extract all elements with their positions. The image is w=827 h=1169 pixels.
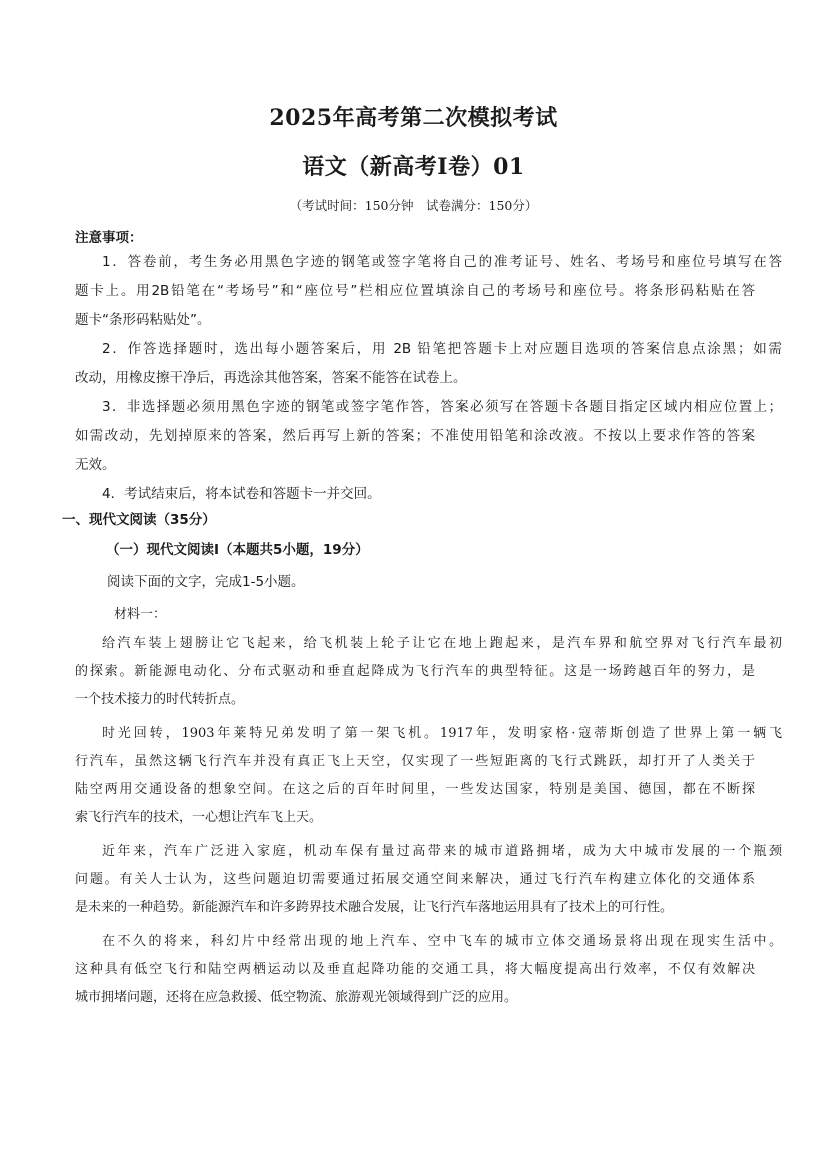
paragraph-line: 是未来的一种趋势。新能源汽车和许多跨界技术融合发展，让飞行汽车落地运用具有了技术上的可行性。 <box>75 900 674 915</box>
exam-subtitle: 语文（新高考Ⅰ卷）01 <box>302 154 525 180</box>
material-paragraph <box>75 630 782 714</box>
notice-item-3 <box>75 393 782 480</box>
paragraph-line: 城市拥堵问题，还将在应急救援、低空物流、旅游观光领域得到广泛的应用。 <box>75 990 518 1005</box>
paragraph-line: 近年来，汽车广泛进入家庭，机动车保有量过高带来的城市道路拥堵，成为大中城市发展的一个瓶颈 <box>102 844 782 859</box>
paragraph-line: 给汽车装上翅膀让它飞起来，给飞机装上轮子让它在地上跑起来，是汽车界和航空界对飞行汽车最初 <box>102 636 782 651</box>
notice-list <box>75 248 782 509</box>
material-text <box>75 630 782 1018</box>
notice-line: 改动，用橡皮擦干净后，再选涂其他答案，答案不能答在试卷上。 <box>75 370 467 386</box>
notice-heading: 注意事项： <box>75 230 143 246</box>
section-heading: 一、现代文阅读（35分） <box>62 512 216 528</box>
paragraph-line: 陆空两用交通设备的想象空间。在这之后的百年时间里，一些发达国家，特别是美国、德国，都在不断探 <box>75 782 755 797</box>
notice-line: 如需改动，先划掉原来的答案，然后再写上新的答案；不准使用铅笔和涂改液。不按以上要求作答的答案 <box>75 428 755 444</box>
paragraph-line: 在不久的将来，科幻片中经常出现的地上汽车、空中飞车的城市立体交通场景将出现在现实生活中。 <box>102 934 782 949</box>
material-paragraph <box>75 838 782 922</box>
notice-item-1 <box>75 248 782 335</box>
notice-line: 1．答卷前，考生务必用黑色字迹的钢笔或签字笔将自己的准考证号、姓名、考场号和座位号填写在答 <box>102 254 782 270</box>
notice-item-4 <box>75 480 755 509</box>
exam-title: 2025年高考第二次模拟考试 <box>269 105 558 131</box>
notice-line: 题卡上。用2B铅笔在“考场号”和“座位号”栏相应位置填涂自己的考场号和座位号。将条形码粘贴在答 <box>75 283 755 299</box>
exam-info: （考试时间：150分钟 试卷满分：150分） <box>289 198 538 213</box>
notice-line: 题卡“条形码粘贴处”。 <box>75 312 211 328</box>
paragraph-line: 时光回转，1903年莱特兄弟发明了第一架飞机。1917年，发明家格·寇蒂斯创造了世界上第一辆飞 <box>102 726 782 741</box>
material-label: 材料一： <box>114 607 167 622</box>
notice-line: 2．作答选择题时，选出每小题答案后，用 2B 铅笔把答题卡上对应题目选项的答案信息点涂黑；如需 <box>102 341 782 357</box>
paragraph-line: 这种具有低空飞行和陆空两栖运动以及垂直起降功能的交通工具，将大幅度提高出行效率，不仅有效解决 <box>75 962 755 977</box>
notice-line: 3．非选择题必须用黑色字迹的钢笔或签字笔作答，答案必须写在答题卡各题目指定区域内相应位置上； <box>102 399 782 415</box>
notice-line: 4．考试结束后，将本试卷和答题卡一并交回。 <box>102 486 381 502</box>
reading-instruction: 阅读下面的文字，完成1-5小题。 <box>107 574 305 590</box>
paragraph-line: 问题。有关人士认为，这些问题迫切需要通过拓展交通空间来解决，通过飞行汽车构建立体化的交通体系 <box>75 872 755 887</box>
notice-line: 无效。 <box>75 457 116 473</box>
paragraph-line: 的探索。新能源电动化、分布式驱动和垂直起降成为飞行汽车的典型特征。这是一场跨越百年的努力，是 <box>75 664 755 679</box>
paragraph-line: 一个技术接力的时代转折点。 <box>75 692 245 707</box>
subsection-heading: （一）现代文阅读Ⅰ（本题共5小题，19分） <box>106 542 369 558</box>
notice-item-2 <box>75 335 782 393</box>
material-paragraph <box>75 720 782 832</box>
paragraph-line: 索飞行汽车的技术，一心想让汽车飞上天。 <box>75 810 323 825</box>
paragraph-line: 行汽车，虽然这辆飞行汽车并没有真正飞上天空，仅实现了一些短距离的飞行式跳跃，却打开了人类关于 <box>75 754 755 769</box>
material-paragraph <box>75 928 782 1012</box>
